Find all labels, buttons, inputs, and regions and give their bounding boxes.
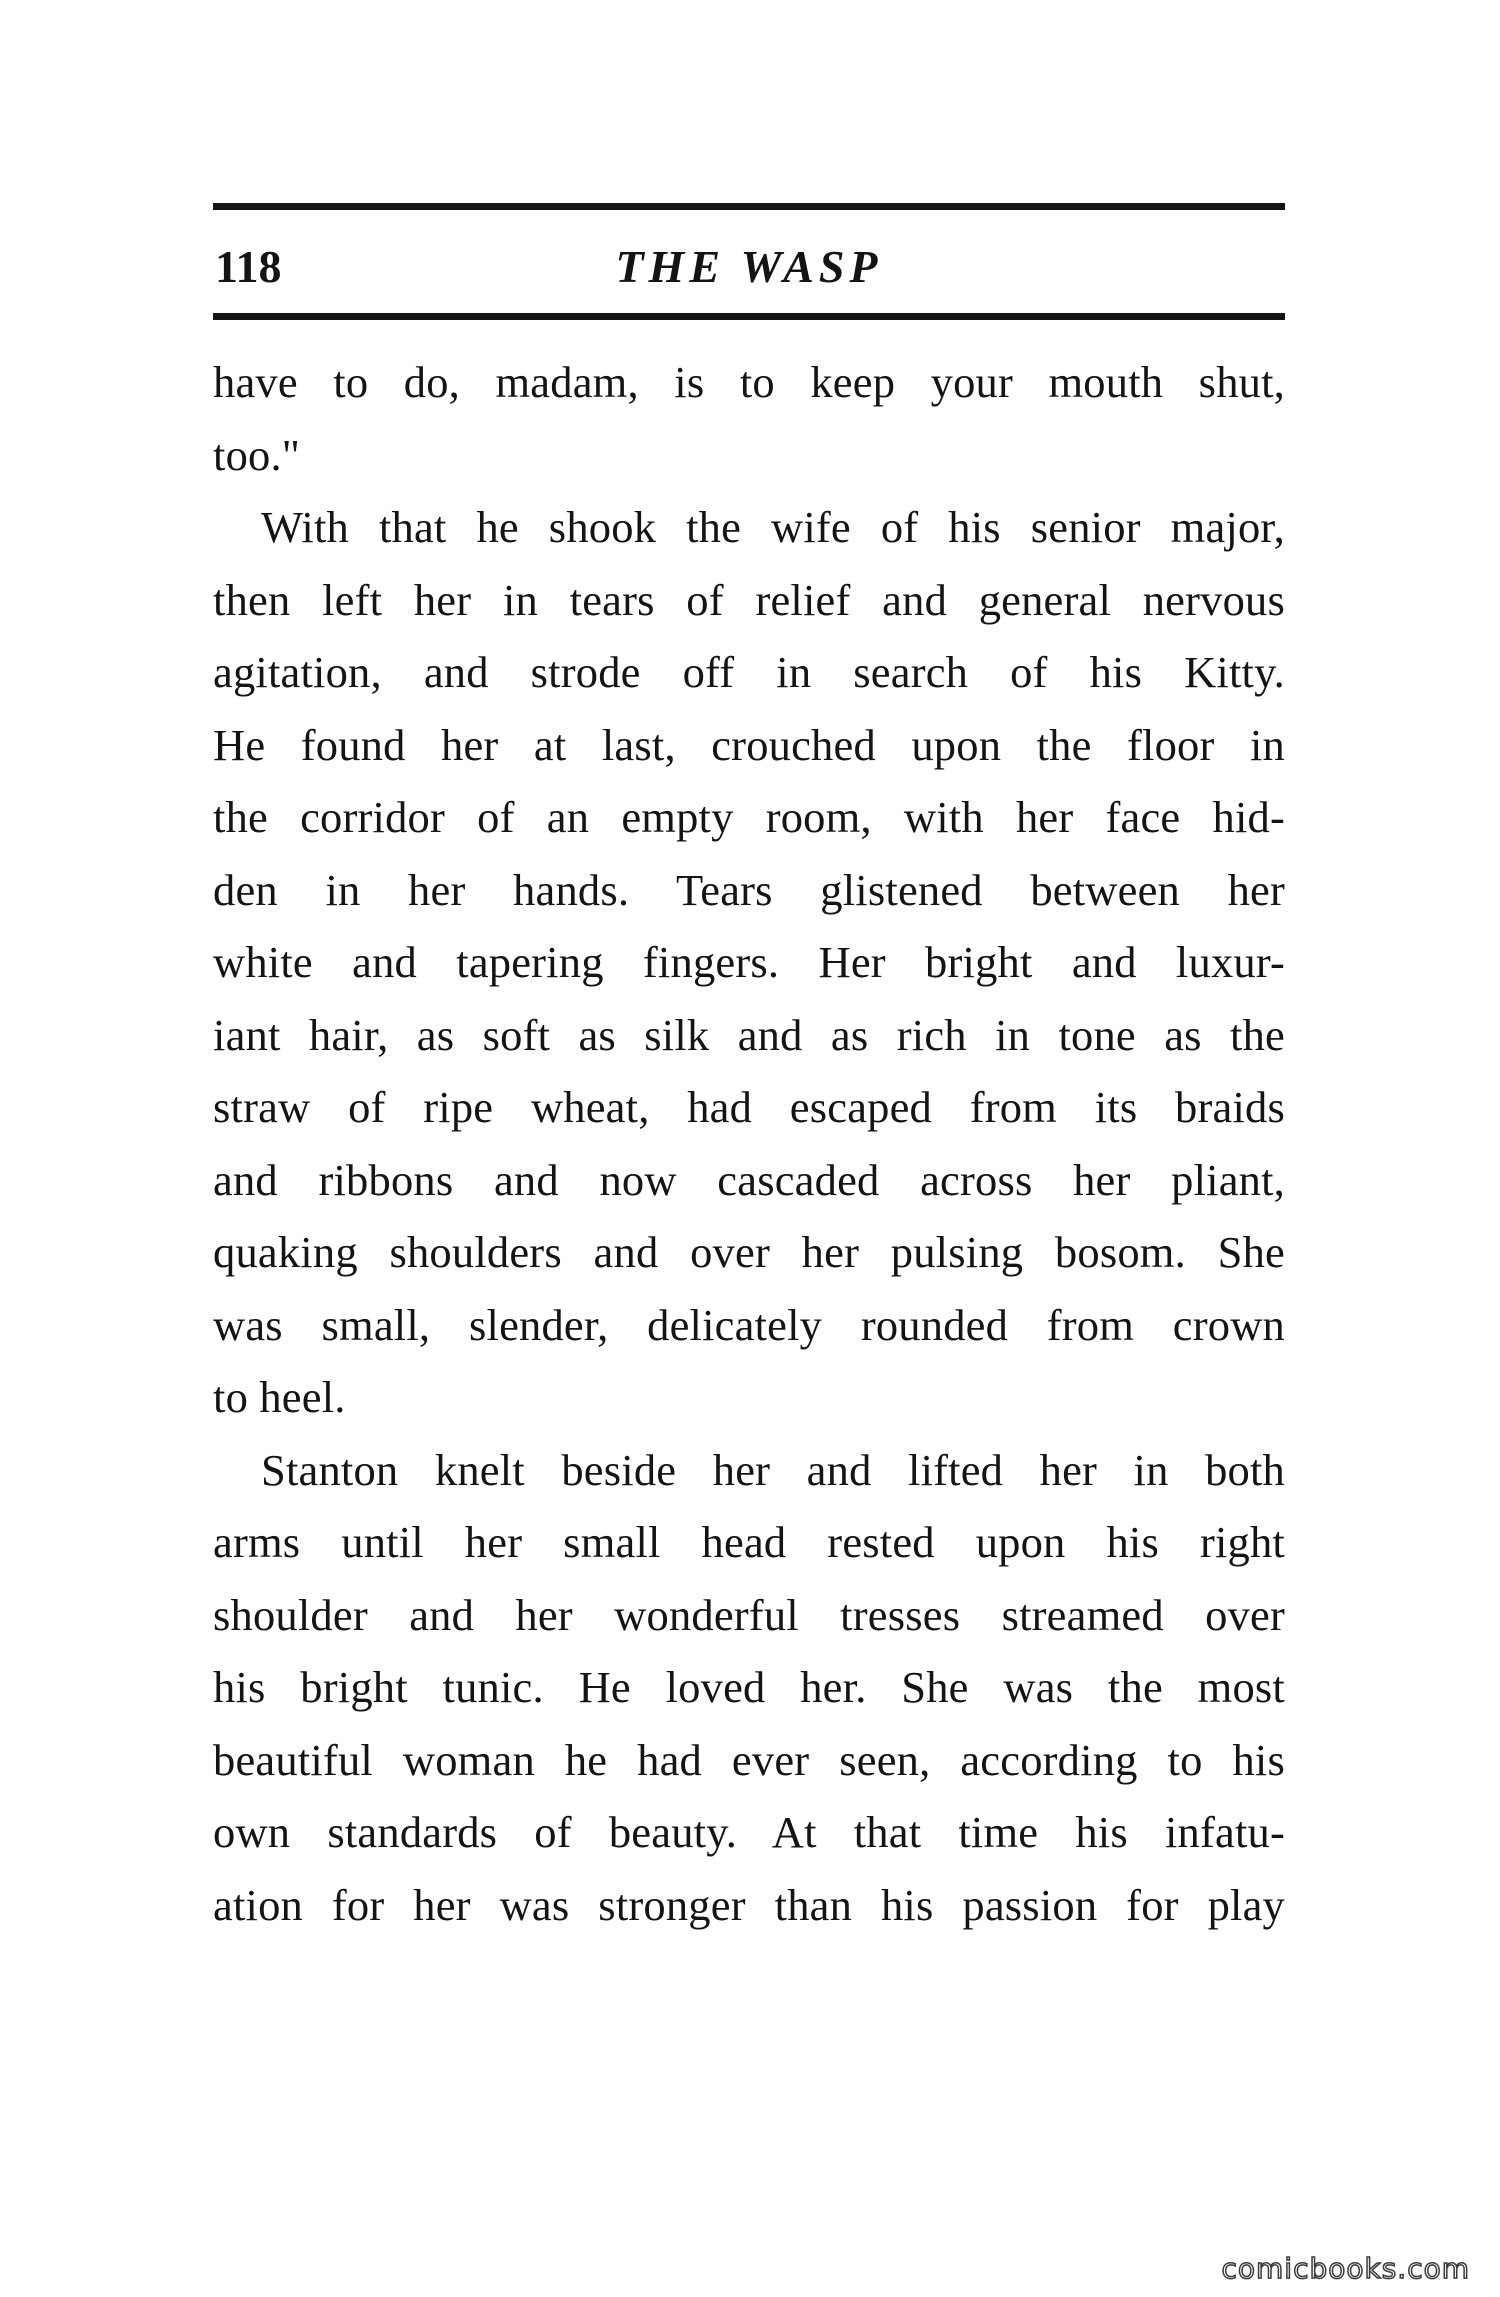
text-line: his bright tunic. He loved her. She was the most [213, 1662, 1285, 1712]
paragraph-1 [213, 346, 1285, 491]
text-line: shoulder and her wonderful tresses streamed over [213, 1589, 1285, 1640]
text-line: straw of ripe wheat, had escaped from its braids [213, 1082, 1285, 1132]
text-line: iant hair, as soft as silk and as rich in tone as the [213, 1009, 1285, 1060]
text-line: the corridor of an empty room, with her face hid- [213, 792, 1285, 842]
paragraph-3 [213, 1434, 1285, 1942]
text-line: He found her at last, crouched upon the floor in [213, 719, 1285, 770]
text-line: have to do, madam, is to keep your mouth shut, [213, 357, 1285, 407]
paragraph-2 [213, 491, 1285, 1434]
text-line: too." [213, 429, 301, 480]
book-title: THE WASP [615, 241, 883, 292]
text-line: then left her in tears of relief and general nervous [213, 574, 1285, 625]
header-rule-top [213, 203, 1285, 210]
text-line: quaking shoulders and over her pulsing bosom. She [213, 1227, 1285, 1277]
text-line: agitation, and strode off in search of his Kitty. [213, 647, 1285, 697]
text-line: ation for her was stronger than his passion for play [213, 1879, 1285, 1930]
text-line: was small, slender, delicately rounded from crown [213, 1299, 1285, 1350]
running-head [213, 232, 1285, 302]
body-text [213, 346, 1285, 1941]
text-line: Stanton knelt beside her and lifted her in both [261, 1444, 1285, 1495]
text-line: den in her hands. Tears glistened between her [213, 864, 1285, 915]
text-line: With that he shook the wife of his senior major, [261, 502, 1285, 552]
header-rule-bottom [213, 313, 1285, 320]
text-line: beautiful woman he had ever seen, according to his [213, 1734, 1285, 1785]
page-number: 118 [215, 241, 282, 292]
watermark-logo: comicbooks.com [1221, 2252, 1470, 2285]
text-line: to heel. [213, 1372, 346, 1422]
text-line: arms until her small head rested upon his right [213, 1517, 1285, 1567]
text-line: own standards of beauty. At that time his infatu- [213, 1807, 1285, 1857]
text-line: and ribbons and now cascaded across her pliant, [213, 1154, 1285, 1205]
text-line: white and tapering fingers. Her bright and luxur- [213, 937, 1285, 987]
